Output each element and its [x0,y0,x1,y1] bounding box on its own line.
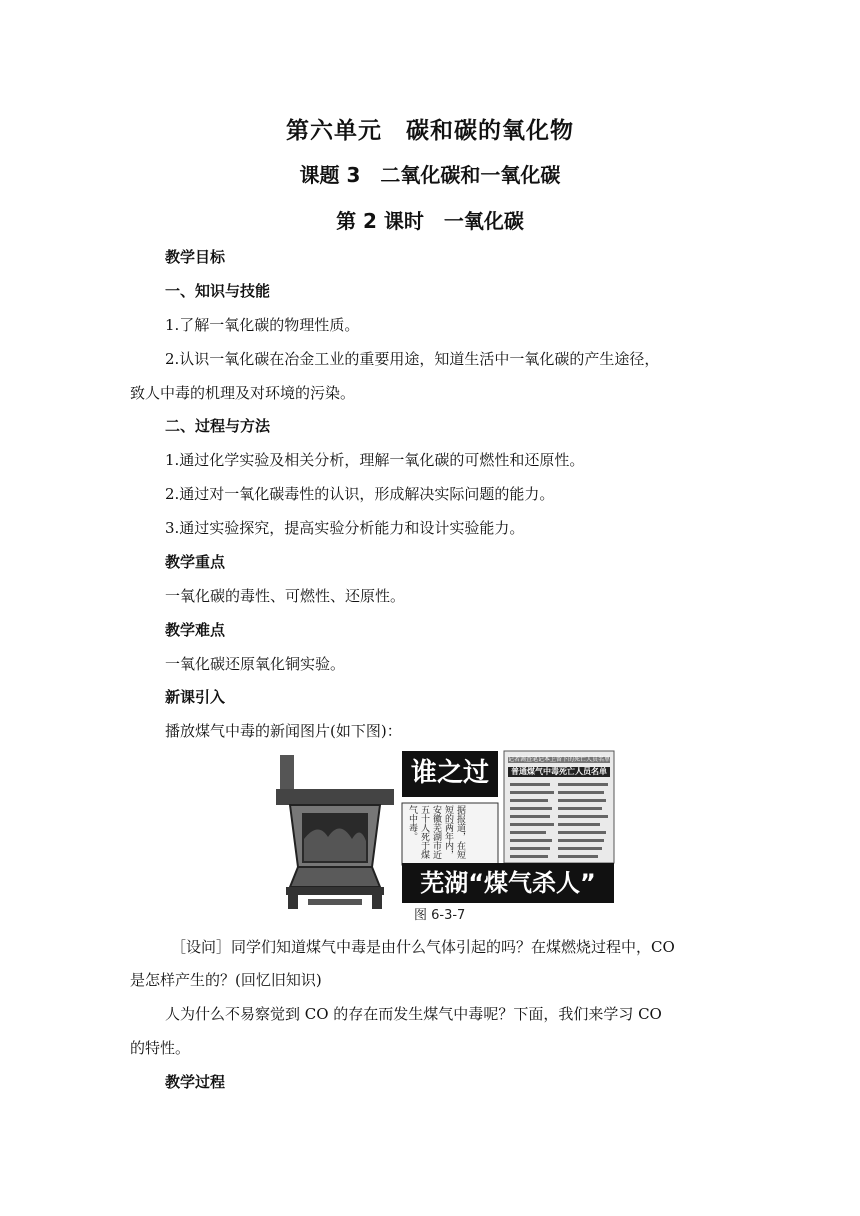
process-item-1: 1.通过化学实验及相关分析，理解一氧化碳的可燃性和还原性。 [165,451,585,469]
process-item-3: 3.通过实验探究，提高实验分析能力和设计实验能力。 [165,519,525,537]
knowledge-item-2-line1: 2.认识一氧化碳在冶金工业的重要用途，知道生活中一氧化碳的产生途径， [165,350,660,368]
goals-heading: 教学目标 [165,248,226,266]
process2-heading: 教学过程 [165,1073,226,1091]
intro-text: 播放煤气中毒的新闻图片(如下图)： [165,722,402,740]
unit-title: 第六单元 碳和碳的氧化物 [286,118,574,144]
news-figure [268,749,616,925]
headline-1: 谁之过 [410,758,489,788]
period-title: 第 2 课时 一氧化碳 [336,209,524,233]
column-text: 据报道，在短短的两年内，安徽芜湖市近五十人死于煤气中毒。 [407,805,465,859]
coal-stove-illustration [276,755,394,909]
list-small-title: 记者调查笔记本上留下的死亡人员名单 [507,756,610,763]
knowledge-item-1: 1.了解一氧化碳的物理性质。 [165,316,360,334]
headline-2: 芜湖“煤气杀人” [420,869,596,897]
intro-heading: 新课引入 [165,688,226,706]
difficulty-text: 一氧化碳还原氧化铜实验。 [165,655,346,673]
question-2-line2: 的特性。 [130,1039,191,1057]
difficulty-heading: 教学难点 [165,621,226,639]
process-heading: 二、过程与方法 [165,417,271,435]
figure-caption: 图 6-3-7 [414,908,466,923]
lesson-title: 课题 3 二氧化碳和一氧化碳 [299,163,561,187]
question-1-line1: ［设问］同学们知道煤气中毒是由什么气体引起的吗？在煤燃烧过程中，CO [171,938,675,956]
focus-heading: 教学重点 [165,553,226,571]
knowledge-item-2-line2: 致人中毒的机理及对环境的污染。 [130,384,356,402]
question-1-line2: 是怎样产生的？(回忆旧知识) [130,971,322,989]
knowledge-heading: 一、知识与技能 [165,282,271,300]
list-title: 普通煤气中毒死亡人员名单 [511,767,607,776]
process-item-2: 2.通过对一氧化碳毒性的认识，形成解决实际问题的能力。 [165,485,555,503]
question-2-line1: 人为什么不易察觉到 CO 的存在而发生煤气中毒呢？下面，我们来学习 CO [165,1005,662,1023]
focus-text: 一氧化碳的毒性、可燃性、还原性。 [165,587,406,605]
